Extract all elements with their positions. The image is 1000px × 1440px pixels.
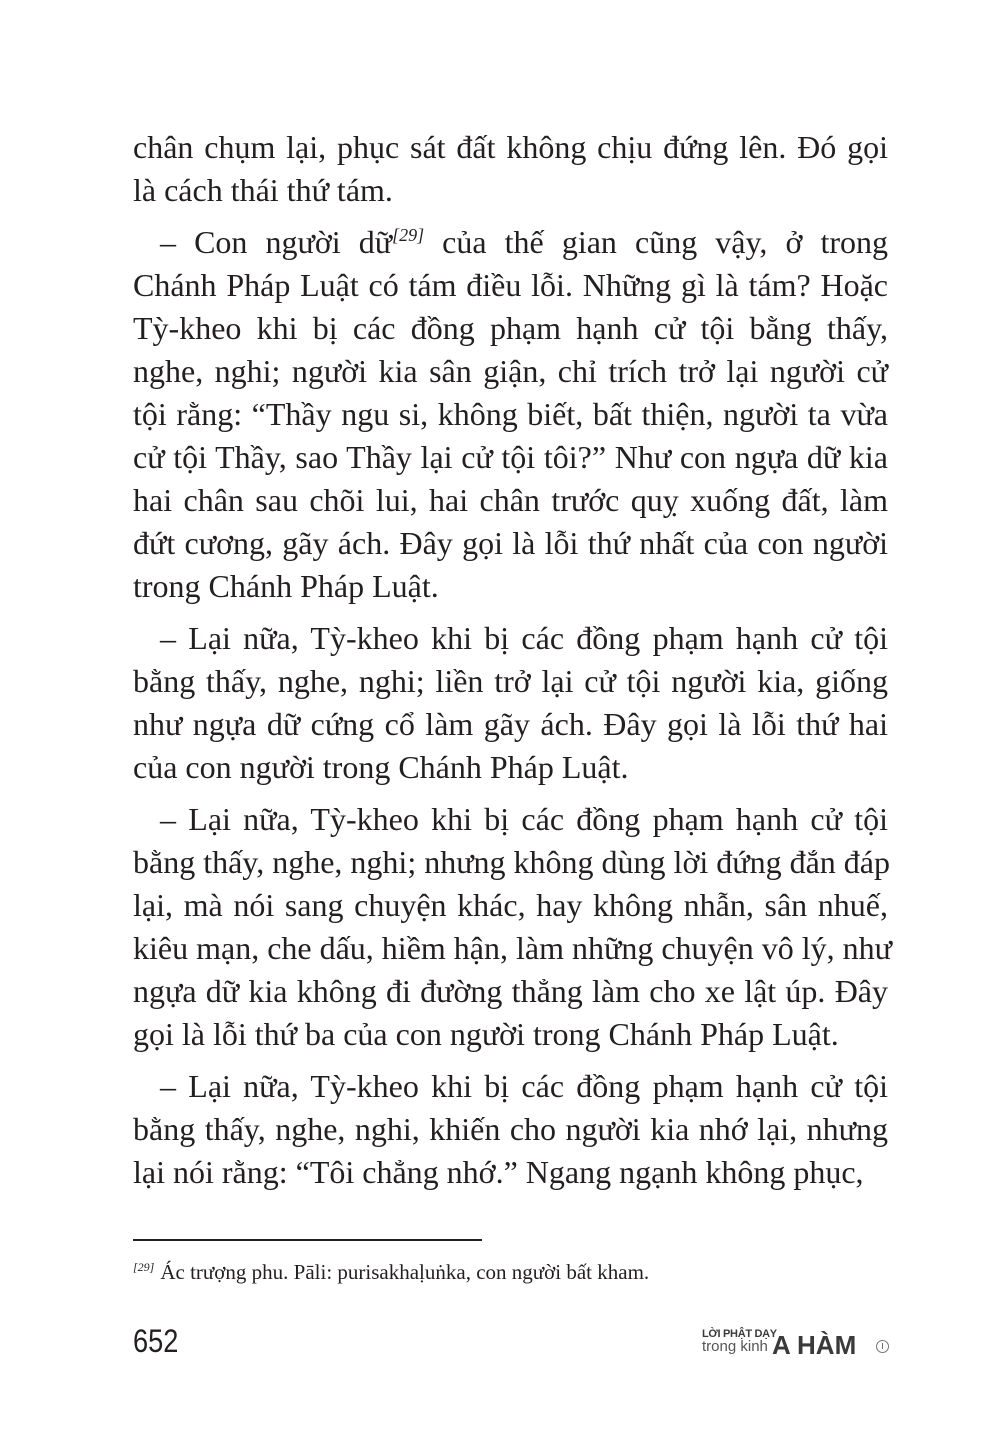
footnote-divider	[133, 1239, 482, 1241]
text-line: kiêu mạn, che dấu, hiềm hận, làm những chuyện vô lý, như	[133, 930, 892, 966]
logo-title: A HÀM	[772, 1330, 857, 1360]
text-line	[133, 221, 888, 264]
footnote-text: Ác trượng phu. Pāli: purisakhaḷuṅka, con người bất kham.	[160, 1260, 650, 1284]
paragraph	[133, 221, 888, 608]
footnote-mark: [29]	[133, 1260, 155, 1274]
paragraph	[133, 126, 888, 212]
text-line: – Lại nữa, Tỳ-kheo khi bị các đồng phạm hạnh cử tội	[160, 801, 888, 837]
text-line: – Lại nữa, Tỳ-kheo khi bị các đồng phạm hạnh cử tội	[160, 620, 888, 656]
text-line: bằng thấy, nghe, nghi; nhưng không dùng lời đứng đắn đáp	[133, 844, 890, 880]
paragraph	[133, 798, 892, 1056]
text-line: Chánh Pháp Luật có tám điều lỗi. Những gì là tám? Hoặc	[133, 267, 888, 303]
text-line: của con người trong Chánh Pháp Luật.	[133, 749, 629, 785]
logo-line2: trong kinh	[702, 1338, 768, 1355]
text-line: bằng thấy, nghe, nghi; liền trở lại cử tội người kia, giống	[133, 663, 888, 699]
footnote	[133, 1260, 649, 1285]
text-line: trong Chánh Pháp Luật.	[133, 568, 439, 604]
text-line: nghe, nghi; người kia sân giận, chỉ trích trở lại người cử	[133, 353, 888, 389]
book-logo	[702, 1326, 892, 1362]
footnote-reference[interactable]: [29]	[392, 225, 425, 245]
logo-volume: I	[876, 1340, 889, 1353]
paragraph	[133, 1065, 888, 1194]
text-line: – Lại nữa, Tỳ-kheo khi bị các đồng phạm hạnh cử tội	[160, 1068, 888, 1104]
paragraph	[133, 617, 888, 789]
body-text	[133, 126, 892, 1203]
text-line: lại, mà nói sang chuyện khác, hay không nhẫn, sân nhuế,	[133, 887, 888, 923]
text-line: như ngựa dữ cứng cổ làm gãy ách. Đây gọi là lỗi thứ hai	[133, 706, 888, 742]
text-line: cử tội Thầy, sao Thầy lại cử tội tôi?” Như con ngựa dữ kia	[133, 439, 888, 475]
text-line: chân chụm lại, phục sát đất không chịu đứng lên. Đó gọi	[133, 129, 888, 165]
text-line: tội rằng: “Thầy ngu si, không biết, bất thiện, người ta vừa	[133, 396, 888, 432]
text-line: hai chân sau chõi lui, hai chân trước quỵ xuống đất, làm	[133, 482, 888, 518]
text-segment: – Con người dữ	[160, 224, 393, 260]
text-line: bằng thấy, nghe, nghi, khiến cho người kia nhớ lại, nhưng	[133, 1111, 888, 1147]
text-line: lại nói rằng: “Tôi chẳng nhớ.” Ngang ngạnh không phục,	[133, 1154, 864, 1190]
text-segment: của thế gian cũng vậy, ở trong	[442, 224, 889, 260]
text-line: ngựa dữ kia không đi đường thẳng làm cho xe lật úp. Đây	[133, 973, 888, 1009]
text-line: Tỳ-kheo khi bị các đồng phạm hạnh cử tội bằng thấy,	[133, 310, 888, 346]
text-line: là cách thái thứ tám.	[133, 172, 393, 208]
text-line: gọi là lỗi thứ ba của con người trong Chánh Pháp Luật.	[133, 1016, 839, 1052]
page-number: 652	[133, 1323, 179, 1359]
logo-line1: LỜI PHẬT DẠY	[702, 1328, 777, 1340]
text-line: đứt cương, gãy ách. Đây gọi là lỗi thứ nhất của con người	[133, 525, 888, 561]
